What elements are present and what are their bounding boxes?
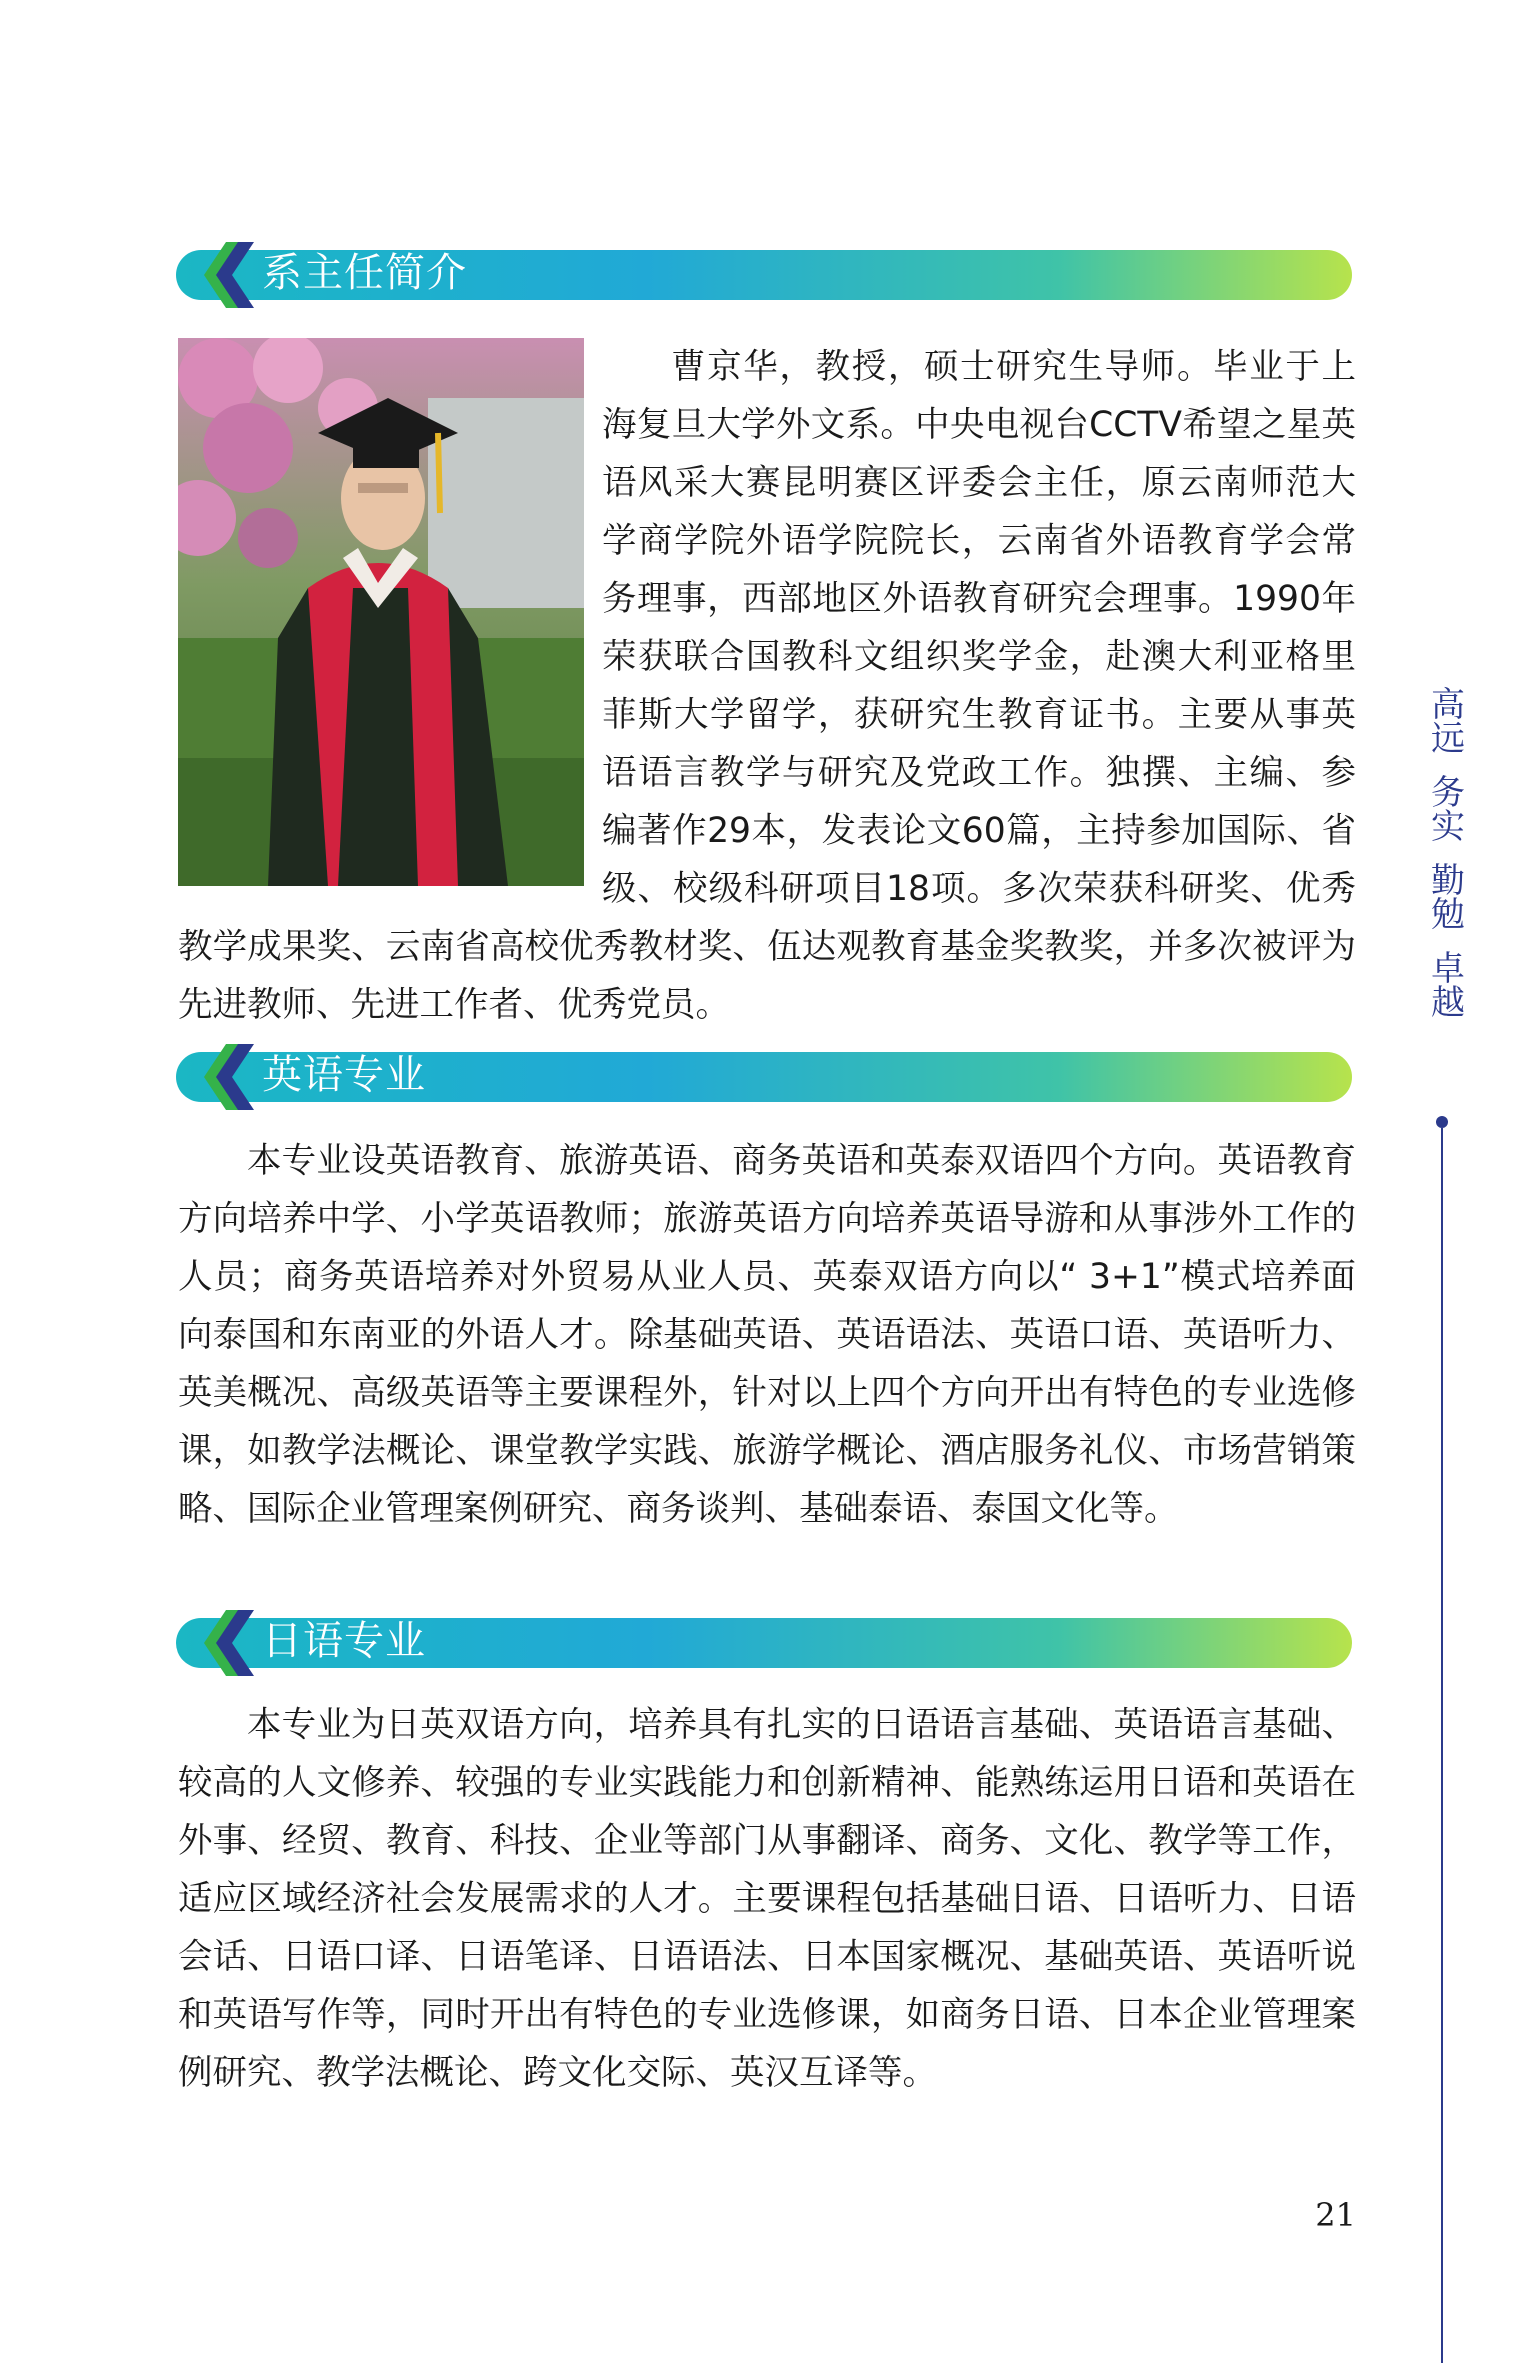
side-motto	[1426, 685, 1470, 1040]
motto-char: 勉	[1431, 895, 1465, 935]
double-chevron-icon	[196, 242, 256, 308]
motto-word	[1426, 949, 1470, 1023]
motto-word	[1426, 861, 1470, 935]
motto-char: 越	[1431, 983, 1465, 1023]
double-chevron-icon	[196, 1610, 256, 1676]
motto-char: 勤	[1431, 861, 1465, 901]
motto-char: 远	[1431, 719, 1465, 759]
japanese-major-description: 本专业为日英双语方向，培养具有扎实的日语语言基础、英语语言基础、较高的人文修养、较强的专业实践能力和创新精神、能熟练运用日语和英语在外事、经贸、教育、科技、企业等部门从事翻译、商务、文化、教学等工作，适应区域经济社会发展需求的人才。主要课程包括基础日语、日语听力、日语会话、日语口译、日语笔译、日语语法、日本国家概况、基础英语、英语听说和英语写作等，同时开出有特色的专业选修课，如商务日语、日本企业管理案例研究、教学法概论、跨文化交际、英汉互译等。	[178, 1705, 1356, 2093]
section-header-english	[176, 1052, 1352, 1102]
director-bio: 曹京华，教授，硕士研究生导师。毕业于上海复旦大学外文系。中央电视台CCTV希望之星英语风采大赛昆明赛区评委会主任，原云南师范大学商学院外语学院院长，云南省外语教育学会常务理事，西部地区外语教育研究会理事。1990年荣获联合国教科文组织奖学金，赴澳大利亚格里菲斯大学留学，获研究生教育证书。主要从事英语语言教学与研究及党政工作。独撰、主编、参编著作29本，发表论文60篇，主持参加国际、省级、校级科研项目18项。多次荣获科研奖、优秀教学成果奖、云南省高校优秀教材奖、伍达观教育基金奖教奖，并多次被评为先进教师、先进工作者、优秀党员。	[178, 347, 1356, 1025]
graduation-portrait-photo	[178, 338, 584, 886]
motto-char: 卓	[1431, 949, 1465, 989]
section-header-director	[176, 250, 1352, 300]
section-header-japanese	[176, 1618, 1352, 1668]
director-intro	[178, 338, 1356, 1034]
section-title: 英语专业	[262, 1052, 426, 1098]
double-chevron-icon	[196, 1044, 256, 1110]
page-number: 21	[1315, 2196, 1356, 2234]
english-major-description: 本专业设英语教育、旅游英语、商务英语和英泰双语四个方向。英语教育方向培养中学、小学英语教师；旅游英语方向培养英语导游和从事涉外工作的人员；商务英语培养对外贸易从业人员、英泰双语方向以“ 3+1”模式培养面向泰国和东南亚的外语人才。除基础英语、英语语法、英语口语、英语听力、英美概况、高级英语等主要课程外，针对以上四个方向开出有特色的专业选修课，如教学法概论、课堂教学实践、旅游学概论、酒店服务礼仪、市场营销策略、国际企业管理案例研究、商务谈判、基础泰语、泰国文化等。	[178, 1141, 1356, 1529]
motto-char: 务	[1431, 773, 1465, 813]
rule-dot	[1436, 1116, 1448, 1128]
motto-char: 高	[1431, 685, 1465, 725]
motto-word	[1426, 685, 1470, 759]
motto-char: 实	[1431, 807, 1465, 847]
motto-word	[1426, 773, 1470, 847]
vertical-rule	[1441, 1128, 1443, 2363]
director-portrait	[178, 338, 584, 886]
section-title: 日语专业	[262, 1618, 426, 1664]
section-title: 系主任简介	[262, 250, 467, 296]
